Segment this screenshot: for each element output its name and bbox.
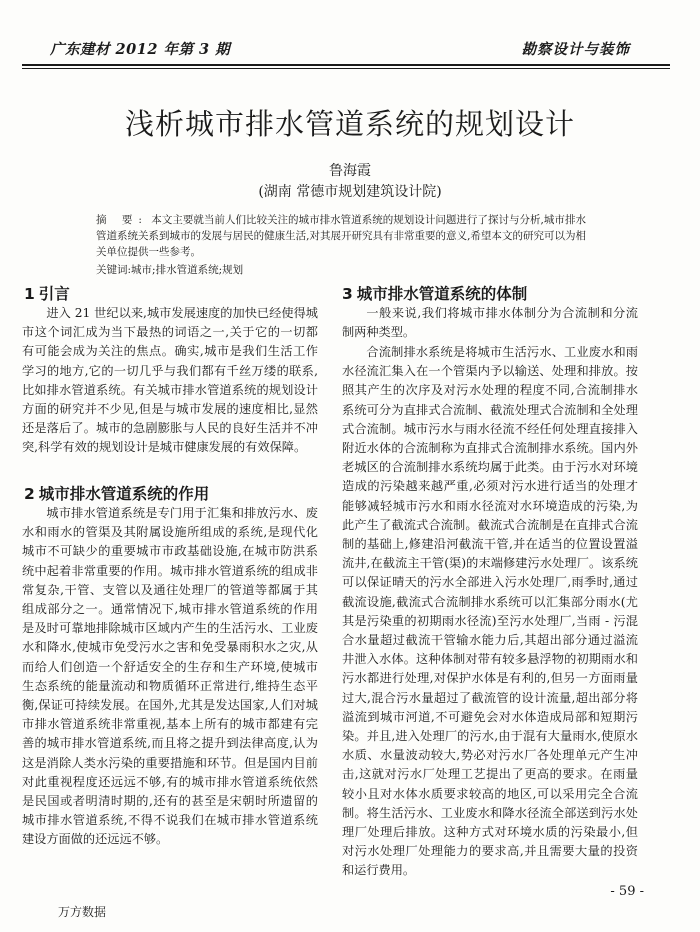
paragraph: 城市排水管道系统是专门用于汇集和排放污水、废水和雨水的管渠及其附属设施所组成的系统,是现代化城市不可缺少的重要城市市政基础设施,在城市防洪系统中起着非常重要的作用。城市排水管道系统的组成非常复杂,干管、支管以及通往处理厂的管道等都属于其组成部分之一。通常情况下,城市排水管道系统的作用是及时可靠地排除城市区域内产生的生活污水、工业废水和降水,使城市免受污水之害和免受暴雨积水之灾,从而给人们创造一个舒适安全的生存和生产环境,使城市生态系统的能量流动和物质循环正常进行,维持生态平衡,保证可持续发展。在国外,尤其是发达国家,人们对城市排水管道系统非常重视,基本上所有的城市都建有完善的城市排水管道系统,而且将之提升到法律高度,认为这是消除人类水污染的重要措施和环节。但是国内目前对此重视程度还远远不够,有的城市排水管道系统依然是民国或者明清时期的,还有的甚至是宋朝时所遗留的城市排水管道系统,不得不说我们在城市排水管道系统建设方面做的还远远不够。	[22, 506, 318, 847]
section-title: 引言	[38, 284, 70, 303]
journal-name: 广东建材 2012 年第 3 期	[50, 41, 231, 58]
section-heading-2	[24, 482, 209, 504]
author-name: 鲁海霞	[329, 163, 371, 179]
abstract-label: 摘 要:	[96, 214, 148, 226]
keywords	[96, 262, 586, 278]
header-rule-thin	[22, 68, 670, 69]
section-number: 3	[342, 285, 353, 303]
page-number: - 59 -	[610, 884, 644, 899]
keywords-text: 城市;排水管道系统;规划	[131, 264, 244, 276]
source-watermark: 万方数据	[58, 905, 107, 919]
paragraph: 进入 21 世纪以来,城市发展速度的加快已经使得城市这个词汇成为当下最热的词语之一,关于它的一切都有可能会成为关注的焦点。确实,城市是我们生活工作学习的地方,它的一切几乎与我们都有千丝万缕的联系,比如排水管道系统。有关城市排水管道系统的规划设计方面的研究并不少见,但是与城市发展的速度相比,显然还是落后了。城市的急剧膨胀与人民的良好生活并不冲突,科学有效的规划设计是城市健康发展的有效保障。	[22, 306, 318, 455]
article-title: 浅析城市排水管道系统的规划设计	[124, 107, 575, 141]
section-heading-1	[24, 282, 70, 304]
section-number: 2	[24, 485, 35, 503]
paragraph: 合流制排水系统是将城市生活污水、工业废水和雨水径流汇集入在一个管渠内予以输送、处理和排放。按照其产生的次序及对污水处理的程度不同,合流制排水系统可分为直排式合流制、截流处理式合流制和全处理式合流制。城市污水与雨水径流不经任何处理直接排入附近水体的合流制称为直排式合流制排水系统。国内外老城区的合流制排水系统均属于此类。由于污水对环境造成的污染越来越严重,必须对污水进行适当的处理才能够减轻城市污水和雨水径流对水环境造成的污染,为此产生了截流式合流制。截流式合流制是在直排式合流制的基础上,修建沿河截流干管,并在适当的位置设置溢流井,在截流主干管(渠)的末端修建污水处理厂。该系统可以保证晴天的污水全部进入污水处理厂,雨季时,通过截流设施,截流式合流制排水系统可以汇集部分雨水(尤其是污染重的初期雨水径流)至污水处理厂,当雨 - 污混合水量超过截流干管输水能力后,其超出部分通过溢流井泄入水体。这种体制对带有较多悬浮物的初期雨水和污水都进行处理,对保护水体是有利的,但另一方面雨量过大,混合污水量超过了截流管的设计流量,超出部分将溢流到城市河道,不可避免会对水体造成局部和短期污染。并且,进入处理厂的污水,由于混有大量雨水,使原水水质、水量波动较大,势必对污水厂各处理单元产生冲击,这就对污水厂处理工艺提出了更高的要求。在雨量较小且对水体水质要求较高的地区,可以采用完全合流制。将生活污水、工业废水和降水径流全部送到污水处理厂处理后排放。这种方式对环境水质的污染最小,但对污水处理厂处理能力的要求高,并且需要大量的投资和运行费用。	[342, 345, 638, 878]
header-rule	[22, 64, 670, 66]
paragraph: 一般来说,我们将城市排水体制分为合流制和分流制两种类型。	[342, 306, 638, 340]
abstract-text: 本文主要就当前人们比较关注的城市排水管道系统的规划设计问题进行了探讨与分析,城市排水管道系统关系到城市的发展与居民的健康生活,对其展开研究具有非常重要的意义,希望本文的研究可以为相关单位提供一些参考。	[96, 214, 586, 258]
section-heading-3	[342, 282, 527, 304]
author-affiliation: (湖南 常德市规划建筑设计院)	[258, 184, 442, 200]
section-name: 勘察设计与装饰	[521, 41, 630, 58]
running-header	[0, 38, 700, 62]
keywords-label: 关键词:	[96, 264, 132, 276]
section-title: 城市排水管道系统的作用	[38, 484, 210, 503]
section-number: 1	[24, 285, 35, 303]
abstract	[96, 212, 586, 260]
section-title: 城市排水管道系统的体制	[356, 284, 528, 303]
